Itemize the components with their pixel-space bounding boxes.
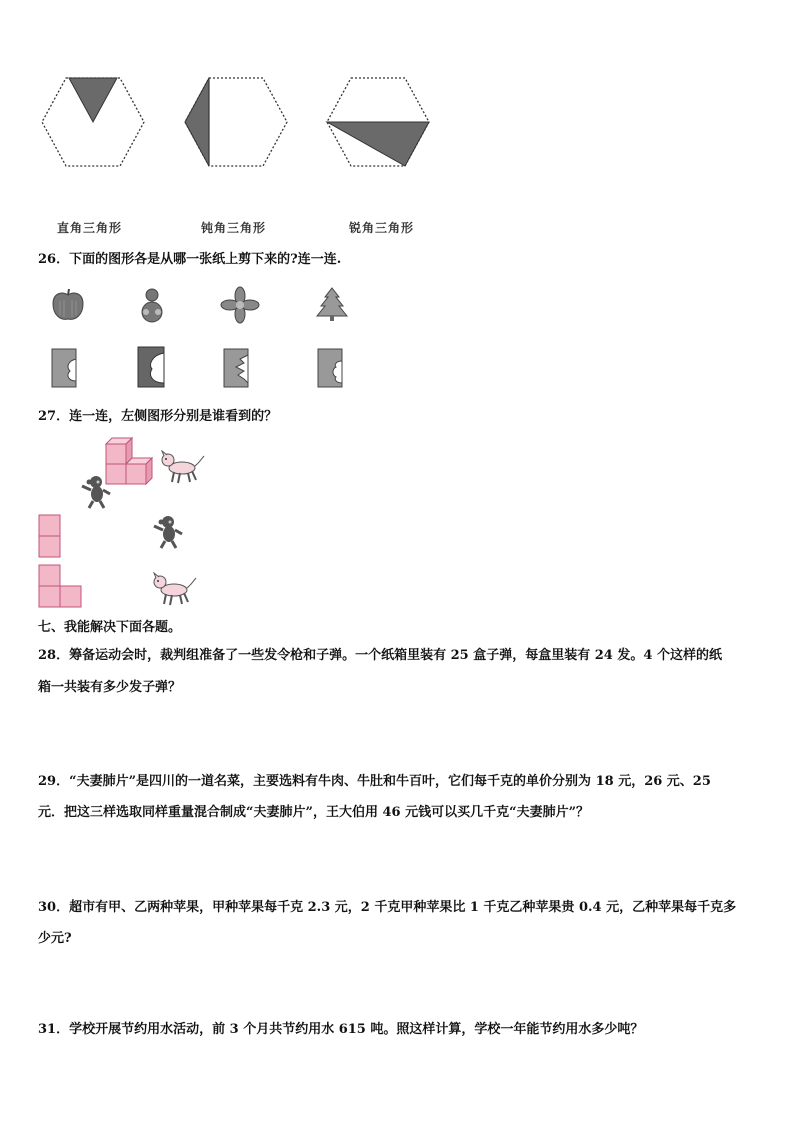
folded-paper-1-icon (50, 347, 82, 389)
question-29-line-2: 元．把这三样选取同样重量混合制成“夫妻肺片”，王大伯用 46 元钱可以买几千克“夫妻肺片”？ (38, 805, 590, 820)
question-number: 31． (38, 1022, 70, 1037)
question-27 (38, 408, 277, 426)
question-29-line-1 (38, 770, 711, 789)
folded-paper-2-icon (136, 345, 168, 389)
folded-paper-4-icon (316, 347, 348, 389)
question-31 (38, 1018, 643, 1037)
caption-obtuse-triangle: 钝角三角形 (201, 221, 267, 235)
question-30-line-2: 少元? (38, 931, 72, 946)
question-text: 筹备运动会时，裁判组准备了一些发令枪和子弹。一个纸箱里装有 25 盒子弹，每盒里装有 24 发。4 个这样的纸 (69, 648, 722, 663)
dog-icon (150, 572, 200, 608)
question-number: 26． (38, 252, 70, 267)
monkey-icon (78, 474, 114, 510)
question-number: 29． (38, 774, 70, 789)
dog-icon (158, 450, 208, 486)
section-7-title: 七、我能解决下面各题。 (38, 620, 182, 635)
question-number: 28． (38, 648, 70, 663)
question-28-line-2: 箱一共装有多少发子弹？ (38, 680, 182, 695)
question-text: “夫妻肺片”是四川的一道名菜，主要选料有牛肉、牛肚和牛百叶，它们每千克的单价分别为 18 元，26 元、25 (69, 774, 711, 789)
hexagon-figure-2 (183, 76, 289, 168)
question-number: 30． (38, 900, 70, 915)
question-text: 超市有甲、乙两种苹果，甲种苹果每千克 2.3 元，2 千克甲种苹果比 1 千克乙种苹果贵 0.4 元，乙种苹果每千克多 (69, 900, 737, 915)
hexagon-figure-3 (325, 76, 431, 168)
question-26 (38, 251, 341, 269)
hexagon-figure-1 (40, 76, 146, 168)
flower-shape-icon (220, 286, 260, 324)
apple-shape-icon (50, 287, 86, 323)
view-two-vertical-squares (38, 514, 62, 560)
question-30-line-1 (38, 896, 736, 915)
question-28-line-1 (38, 644, 722, 663)
tree-shape-icon (315, 286, 349, 322)
caption-right-triangle: 直角三角形 (57, 221, 123, 235)
folded-paper-3-icon (222, 347, 254, 389)
monkey-icon (150, 514, 186, 550)
view-l-shape-squares (38, 564, 84, 610)
gourd-shape-icon (136, 285, 168, 325)
question-number: 27． (38, 409, 70, 424)
caption-acute-triangle: 锐角三角形 (349, 221, 415, 235)
question-text: 下面的图形各是从哪一张纸上剪下来的?连一连. (69, 252, 342, 267)
question-text: 连一连，左侧图形分别是谁看到的？ (69, 409, 278, 424)
question-text: 学校开展节约用水活动，前 3 个月共节约用水 615 吨。照这样计算，学校一年能节约用水多少吨？ (69, 1022, 644, 1037)
